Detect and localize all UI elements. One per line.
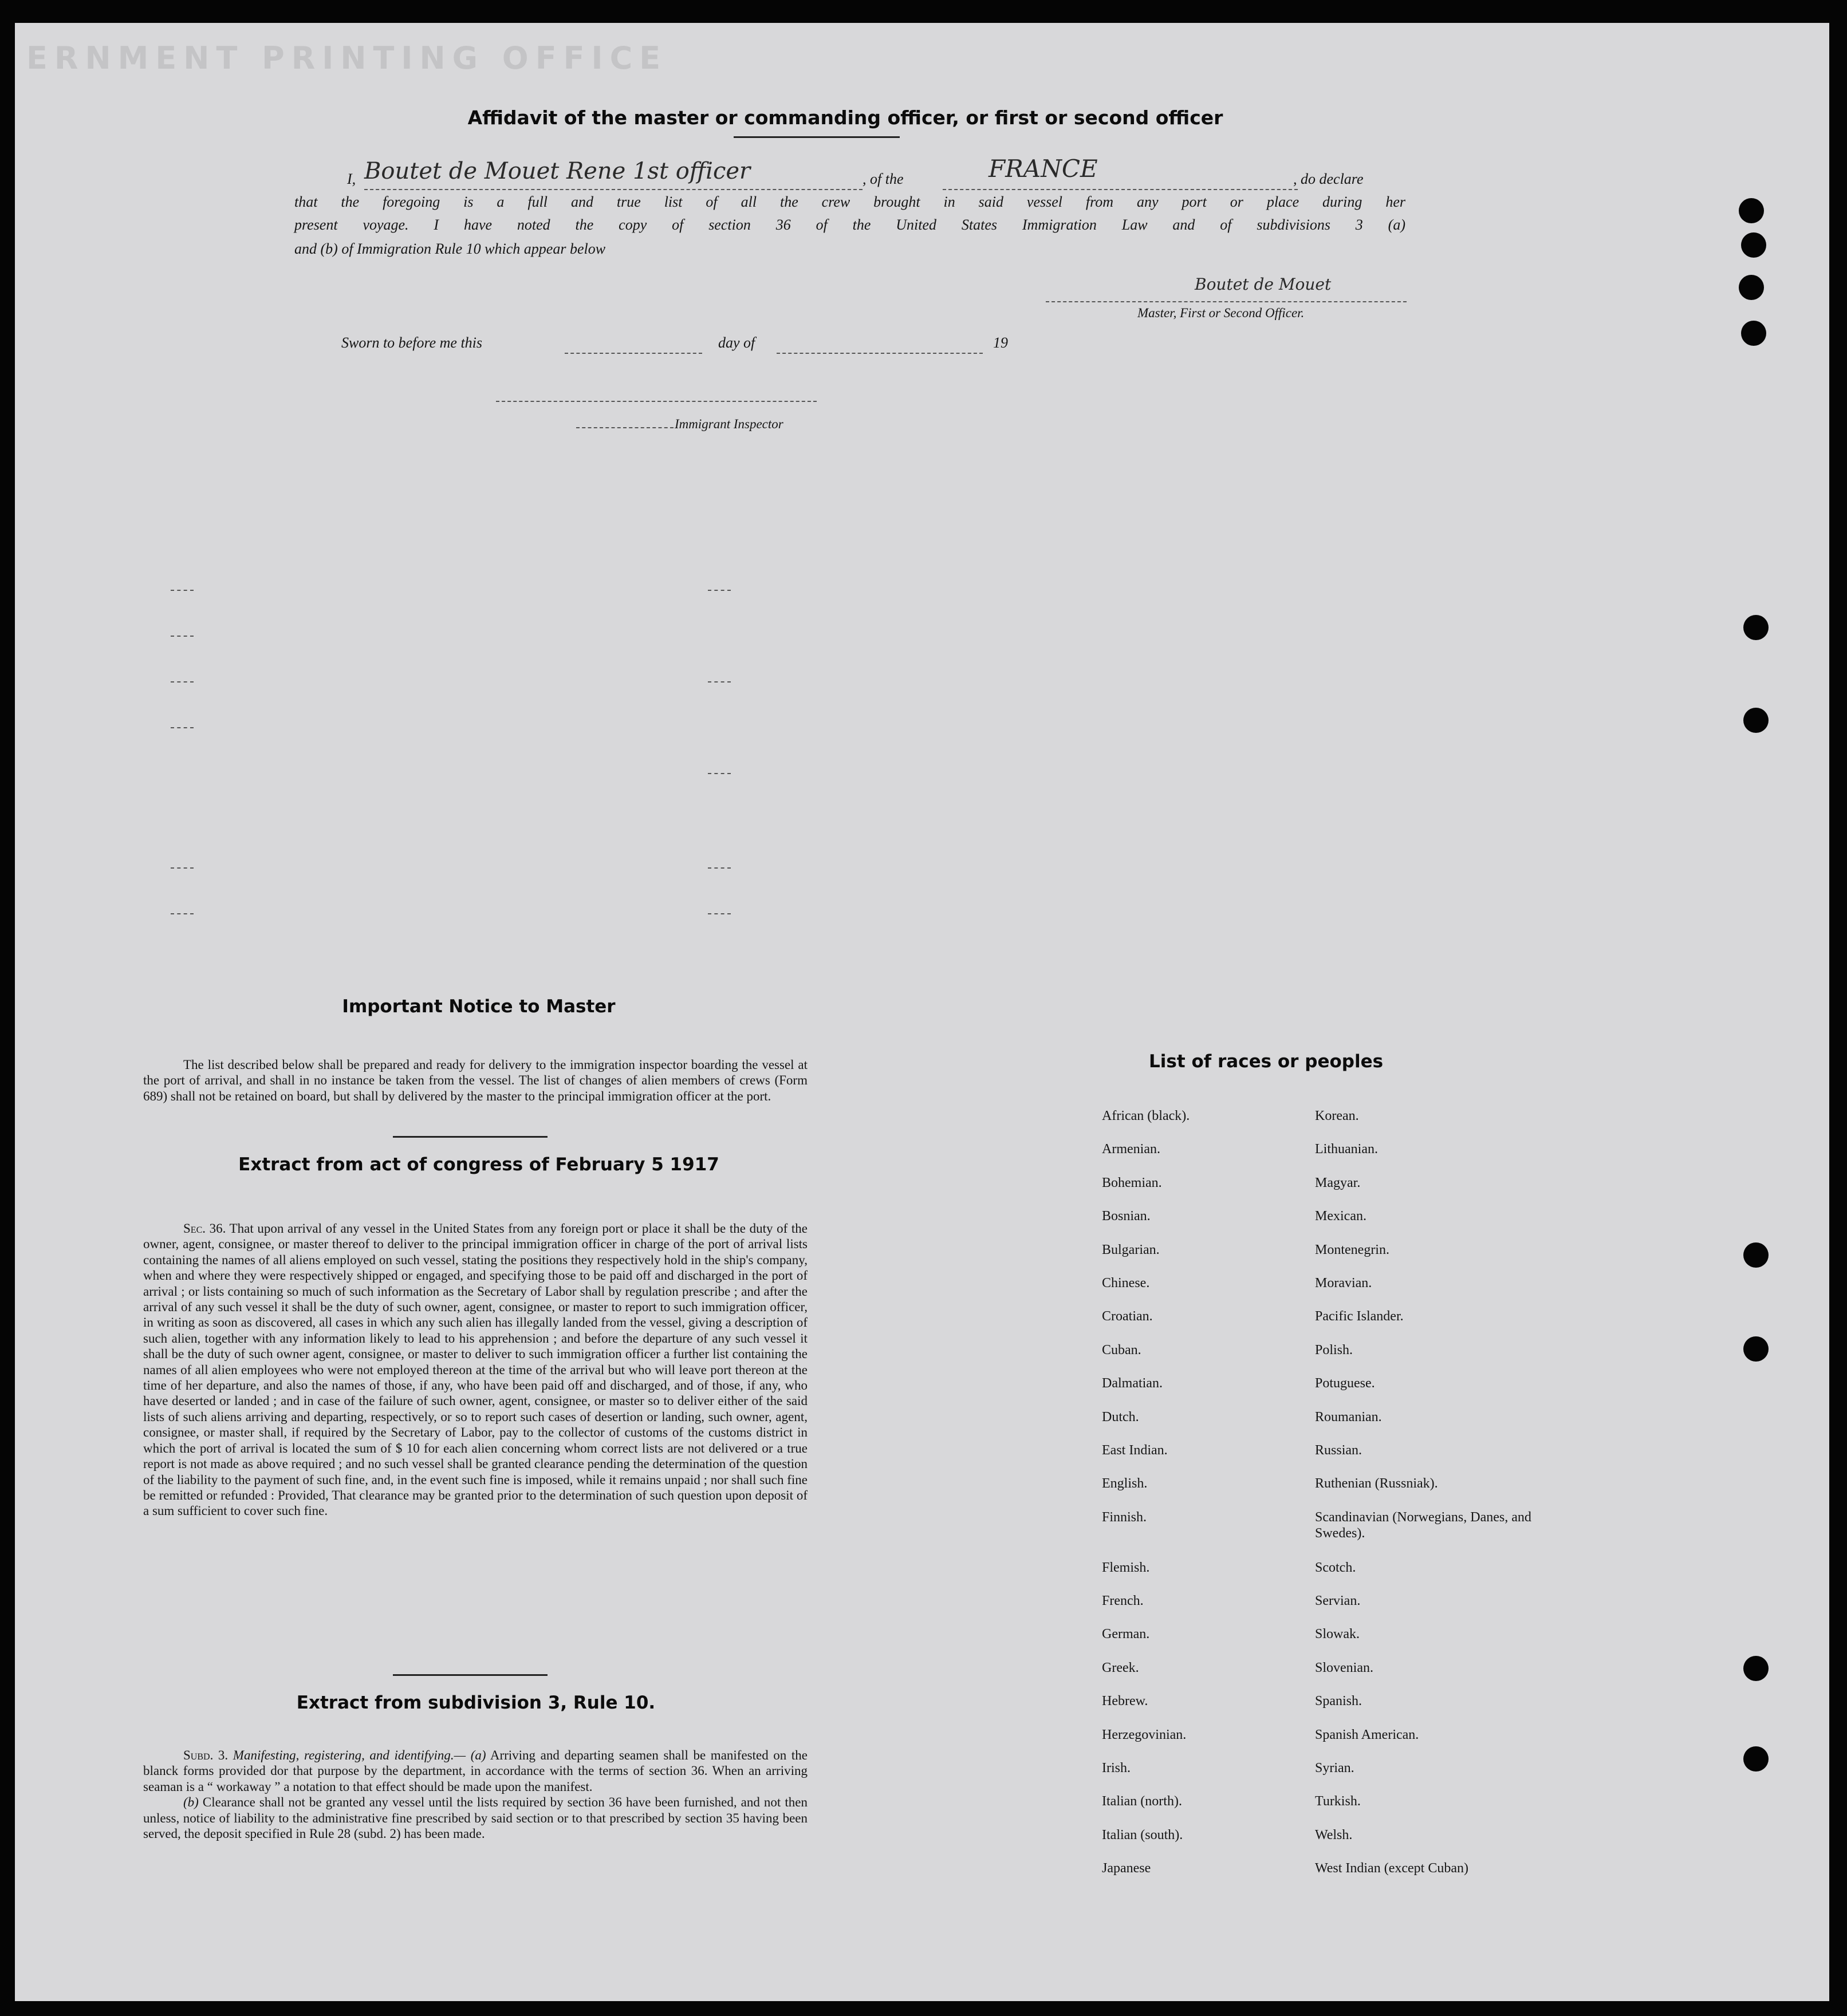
- binder-hole: [1743, 1242, 1769, 1268]
- sworn-month-line: [777, 353, 983, 354]
- section-36-text: That upon arrival of any vessel in the United States from any foreign port or place it shall be the duty of the owner, agent, consignee, or master thereof to deliver to the principal immigration officer in charge of the port of arrival lists containing the names of all aliens employed on such vessel, stating the positions they respectively hold in the ship's company, when and where they were respectively shipped or engaged, and specifying those to be paid off and discharged in the port of arrival ; or lists containing so much of such information as the Secretary of Labor shall by regulation prescribe ; and after the arrival of any such vessel it shall be the duty of such owner, agent, consignee, or master to report to such immigration officer, in writing as soon as discovered, all cases in which any such alien has illegally landed from the vessel, giving a description of such alien, together with any information likely to lead to his apprehension ; and before the departure of any such vessel it shall be the duty of such owner agent, consignee, or master to deliver to such immigration officer a further list containing the names of all alien employees who were not employed thereon at the time of the arrival but who will leave port thereon at the time of her departure, and also the names of those, if any, who have been paid off and discharged, and of those, if any, who have deserted or landed ; and in case of the failure of such owner, agent, consignee, or master so to deliver either of the said lists of such aliens arriving and departing, respectively, or so to report such cases of desertion or landing, such owner, agent, consignee, or master shall, if required by the Secretary of Labor, pay to the collector of customs of the customs district in which the port of arrival is located the sum of $ 10 for each alien concerning whom correct lists are not delivered or a true report is not made as above required ; and no such vessel shall be granted clearance pending the determination of the question of the liability to the payment of such fine, and, in the event such fine is imposed, while it remains unpaid ; nor shall such fine be remitted or refunded : Provided, That clearance may be granted prior to the determination of such question upon deposit of a sum sufficient to cover such fine.: [143, 1221, 808, 1518]
- vessel-line: [943, 189, 1298, 190]
- margin-tick: [171, 681, 194, 682]
- subd-a-text: Arriving and departing seamen shall be manifested on the blanck forms provided dor that purpose by the department, in accordance with the terms of section 36. When an arriving seaman is a “ workaway ” a notation to that effect should be made upon the manifest.: [143, 1748, 808, 1794]
- race-item: Servian.: [1315, 1593, 1361, 1609]
- binder-hole: [1743, 1336, 1769, 1362]
- race-item: Moravian.: [1315, 1275, 1372, 1291]
- affidavit-of-the: , of the: [863, 171, 904, 187]
- race-item: English.: [1102, 1476, 1148, 1492]
- race-item: Pacific Islander.: [1315, 1309, 1404, 1324]
- officer-signature: Boutet de Mouet: [1195, 275, 1332, 294]
- race-item: Bohemian.: [1102, 1175, 1162, 1190]
- binder-hole: [1741, 232, 1766, 258]
- race-item: Bosnian.: [1102, 1209, 1151, 1224]
- subd-b-lead: (b): [183, 1795, 199, 1810]
- race-item: Croatian.: [1102, 1309, 1153, 1324]
- race-item: Scandinavian (Norwegians, Danes, and Swedes).: [1315, 1509, 1531, 1541]
- race-item: Lithuanian.: [1315, 1142, 1378, 1157]
- notice-title: Important Notice to Master: [342, 996, 616, 1017]
- race-item: West Indian (except Cuban): [1315, 1861, 1468, 1876]
- affidavit-declare: , do declare: [1293, 171, 1364, 187]
- affidavit-line-4: and (b) of Immigration Rule 10 which appear below: [294, 240, 606, 257]
- race-item: Potuguese.: [1315, 1376, 1375, 1391]
- race-item: Russian.: [1315, 1442, 1362, 1458]
- inspector-signature-line: [496, 401, 817, 402]
- race-item: Mexican.: [1315, 1209, 1366, 1224]
- section-lead: Sec. 36.: [183, 1221, 226, 1236]
- race-item: Cuban.: [1102, 1342, 1141, 1358]
- margin-tick: [171, 913, 194, 914]
- signature-caption: Master, First or Second Officer.: [1137, 306, 1305, 320]
- race-item: Irish.: [1102, 1761, 1131, 1776]
- race-item: Spanish American.: [1315, 1727, 1419, 1742]
- notice-body: [143, 1057, 808, 1104]
- divider: [393, 1674, 548, 1676]
- race-item: Syrian.: [1315, 1761, 1354, 1776]
- binder-hole: [1741, 321, 1766, 346]
- race-item: Montenegrin.: [1315, 1242, 1389, 1257]
- inspector-caption: Immigrant Inspector: [675, 417, 783, 431]
- subd-b-text: Clearance shall not be granted any vessel until the lists required by section 36 have been furnished, and not then unless, notice of liability to the administrative fine prescribed by said section or to that prescribed by section 35 having been served, the deposit specified in Rule 28 (subd. 2) has been made.: [143, 1795, 808, 1841]
- affidavit-i: I,: [347, 171, 356, 187]
- subd-heading: Manifesting, registering, and identifying.— (a): [233, 1748, 486, 1762]
- affidavit-line-3: present voyage. I have noted the copy of section 36 of the United States Immigration Law and of subdivisions 3 (a): [294, 216, 1405, 233]
- race-item: Armenian.: [1102, 1142, 1160, 1157]
- margin-tick: [708, 681, 731, 682]
- margin-tick: [708, 773, 731, 774]
- margin-tick: [171, 590, 194, 591]
- binder-hole: [1743, 1746, 1769, 1772]
- race-item: Herzegovinian.: [1102, 1727, 1187, 1742]
- race-item: African (black).: [1102, 1108, 1190, 1123]
- race-item: Greek.: [1102, 1660, 1139, 1675]
- binder-hole: [1743, 708, 1769, 733]
- race-item: German.: [1102, 1627, 1150, 1642]
- margin-tick: [708, 867, 731, 869]
- margin-tick: [171, 867, 194, 869]
- sworn-day-of: day of: [718, 334, 755, 351]
- sworn-day-line: [565, 353, 702, 354]
- race-item: Slovenian.: [1315, 1660, 1373, 1675]
- sworn-text: Sworn to before me this: [341, 334, 483, 351]
- races-title: List of races or peoples: [1149, 1051, 1384, 1072]
- race-item: French.: [1102, 1593, 1144, 1609]
- binder-hole: [1739, 198, 1764, 223]
- race-item: Roumanian.: [1315, 1409, 1382, 1425]
- binder-hole: [1743, 615, 1769, 640]
- race-item: Slowak.: [1315, 1627, 1360, 1642]
- race-item: Scotch.: [1315, 1560, 1356, 1575]
- margin-tick: [171, 636, 194, 637]
- race-item: East Indian.: [1102, 1442, 1168, 1458]
- race-item: Italian (south).: [1102, 1827, 1183, 1843]
- race-item: Ruthenian (Russniak).: [1315, 1476, 1438, 1492]
- extract-act-title: Extract from act of congress of February 5 1917: [238, 1154, 719, 1175]
- margin-tick: [708, 913, 731, 914]
- extract-rule-title: Extract from subdivision 3, Rule 10.: [296, 1693, 656, 1713]
- binder-hole: [1743, 1656, 1769, 1681]
- race-item: Welsh.: [1315, 1827, 1353, 1843]
- race-item: Spanish.: [1315, 1694, 1362, 1709]
- signature-line: [1046, 301, 1407, 302]
- race-item: Bulgarian.: [1102, 1242, 1160, 1257]
- race-item: Dalmatian.: [1102, 1376, 1163, 1391]
- sworn-year: 19: [993, 334, 1008, 351]
- race-item: Finnish.: [1102, 1509, 1147, 1525]
- officer-name: Boutet de Mouet Rene 1st officer: [364, 158, 751, 184]
- margin-tick: [708, 590, 731, 591]
- name-line: [364, 189, 863, 190]
- extract-rule-body: [143, 1747, 808, 1841]
- inspector-caption-line: [576, 427, 674, 428]
- race-item: Chinese.: [1102, 1275, 1150, 1291]
- race-item: Italian (north).: [1102, 1794, 1182, 1809]
- affidavit-line-2: that the foregoing is a full and true list of all the crew brought in said vessel from any port or place during her: [294, 194, 1405, 210]
- race-item: Magyar.: [1315, 1175, 1361, 1190]
- race-item: Japanese: [1102, 1861, 1151, 1876]
- race-item: Dutch.: [1102, 1409, 1139, 1425]
- races-right-column: [1315, 1108, 1555, 1894]
- subd-lead: Subd. 3.: [183, 1748, 229, 1762]
- vessel-name: FRANCE: [989, 155, 1098, 183]
- divider: [393, 1136, 548, 1138]
- race-item: Turkish.: [1315, 1794, 1361, 1809]
- margin-tick: [171, 727, 194, 728]
- race-item: Polish.: [1315, 1342, 1353, 1358]
- bleed-through-text: ERNMENT PRINTING OFFICE: [26, 40, 668, 76]
- races-left-column: [1102, 1108, 1297, 1894]
- notice-text: The list described below shall be prepared and ready for delivery to the immigration inspector boarding the vessel at the port of arrival, and shall in no instance be taken from the vessel. The list of changes of alien members of crews (Form 689) shall not be retained on board, but shall by delivered by the master to the principal immigration officer at the port.: [143, 1058, 808, 1103]
- extract-act-body: [143, 1221, 808, 1519]
- binder-hole: [1739, 275, 1764, 300]
- race-item: Korean.: [1315, 1108, 1359, 1123]
- affidavit-title: Affidavit of the master or commanding officer, or first or second officer: [467, 106, 1223, 129]
- race-item: Hebrew.: [1102, 1694, 1148, 1709]
- manifest-page: [15, 23, 1829, 2001]
- divider: [734, 136, 900, 138]
- race-item: Flemish.: [1102, 1560, 1150, 1575]
